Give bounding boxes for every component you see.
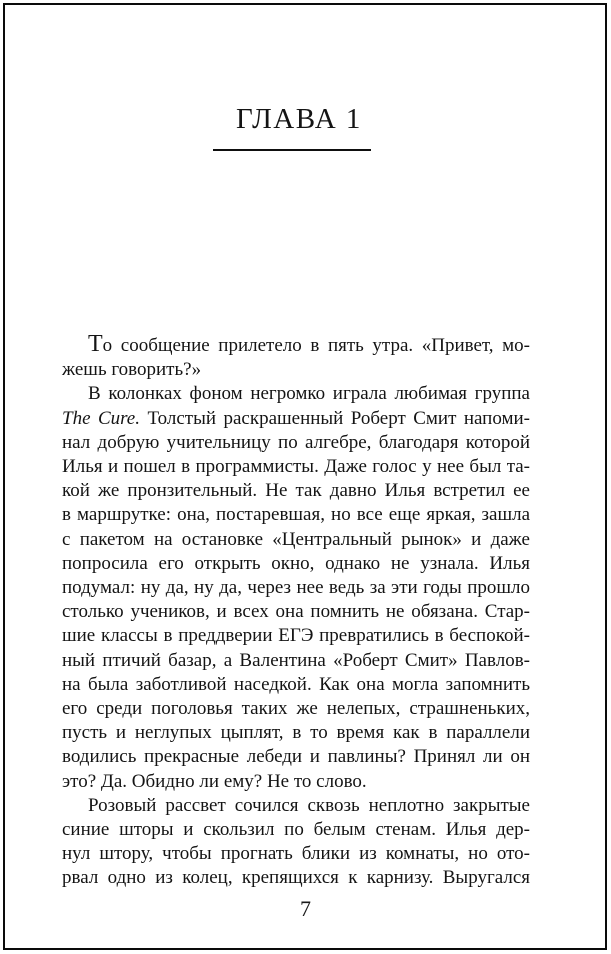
text-segment: Толстый раскрашенный Роберт Смит напоми- — [140, 407, 531, 429]
text-line — [62, 528, 530, 552]
text-line — [62, 818, 530, 842]
text-line — [62, 479, 530, 503]
text-segment: кой же пронзительный. Не так давно Илья встретил ее — [62, 480, 530, 502]
paragraph-initial-letter: Т — [88, 331, 103, 357]
text-segment: ный птичий базар, а Валентина «Роберт Смит» Павлов- — [62, 649, 530, 671]
text-segment: с пакетом на остановке «Центральный рынок» и даже — [62, 528, 530, 550]
text-segment: Розовый рассвет сочился сквозь неплотно закрытые — [88, 794, 530, 816]
text-line — [62, 358, 530, 382]
heading-rule — [213, 149, 371, 151]
text-segment: шие классы в преддверии ЕГЭ превратились в беспокой- — [62, 625, 530, 647]
text-line — [62, 745, 530, 769]
chapter-heading: ГЛАВА 1 — [236, 103, 362, 135]
page-number: 7 — [300, 896, 311, 921]
text-line — [62, 431, 530, 455]
text-line — [62, 770, 530, 794]
text-segment: нул штору, чтобы прогнать блики из комнаты, но ото- — [62, 843, 530, 865]
text-line — [62, 842, 530, 866]
text-segment: его среди поголовья таких же нелепых, страшненьких, — [62, 698, 530, 720]
text-segment: о сообщение прилетело в пять утра. «Привет, мо- — [102, 335, 530, 356]
text-line — [62, 503, 530, 527]
text-line — [62, 697, 530, 721]
body-text — [62, 332, 530, 891]
text-line — [62, 332, 530, 358]
text-segment: нал добрую учительницу по алгебре, благодаря которой — [62, 431, 530, 453]
text-line — [62, 794, 530, 818]
text-line — [62, 649, 530, 673]
text-segment: водились прекрасные лебеди и павлины? Принял ли он — [62, 746, 530, 768]
text-line — [62, 624, 530, 648]
text-line — [62, 552, 530, 576]
text-line — [62, 455, 530, 479]
text-segment: жешь говорить?» — [62, 359, 202, 381]
text-segment: пусть и неглупых цыплят, в то время как в параллели — [62, 722, 530, 744]
text-segment: подумал: ну да, ну да, через нее ведь за эти годы прошло — [62, 577, 530, 599]
text-line — [62, 673, 530, 697]
text-segment: это? Да. Обидно ли ему? Не то слово. — [62, 770, 367, 792]
text-line — [62, 721, 530, 745]
text-line — [62, 407, 530, 431]
text-segment: Илья и пошел в программисты. Даже голос у нее был та- — [62, 456, 530, 478]
text-line — [62, 600, 530, 624]
text-segment: В колонках фоном негромко играла любимая группа — [88, 383, 530, 405]
text-segment: рвал одно из колец, крепящихся к карнизу. Выругался — [62, 867, 530, 889]
text-segment: The Cure. — [62, 407, 140, 429]
text-segment: в маршрутке: она, постаревшая, но все еще яркая, зашла — [62, 504, 530, 526]
text-segment: синие шторы и скользил по белым стенам. Илья дер- — [62, 819, 530, 841]
text-line — [62, 866, 530, 890]
text-line — [62, 576, 530, 600]
text-segment: на была заботливой наседкой. Как она могла запомнить — [62, 673, 530, 695]
text-segment: столько учеников, и всех она помнить не обязана. Стар- — [62, 601, 530, 623]
text-segment: попросила его открыть окно, однако не узнала. Илья — [62, 552, 530, 574]
text-line — [62, 382, 530, 406]
